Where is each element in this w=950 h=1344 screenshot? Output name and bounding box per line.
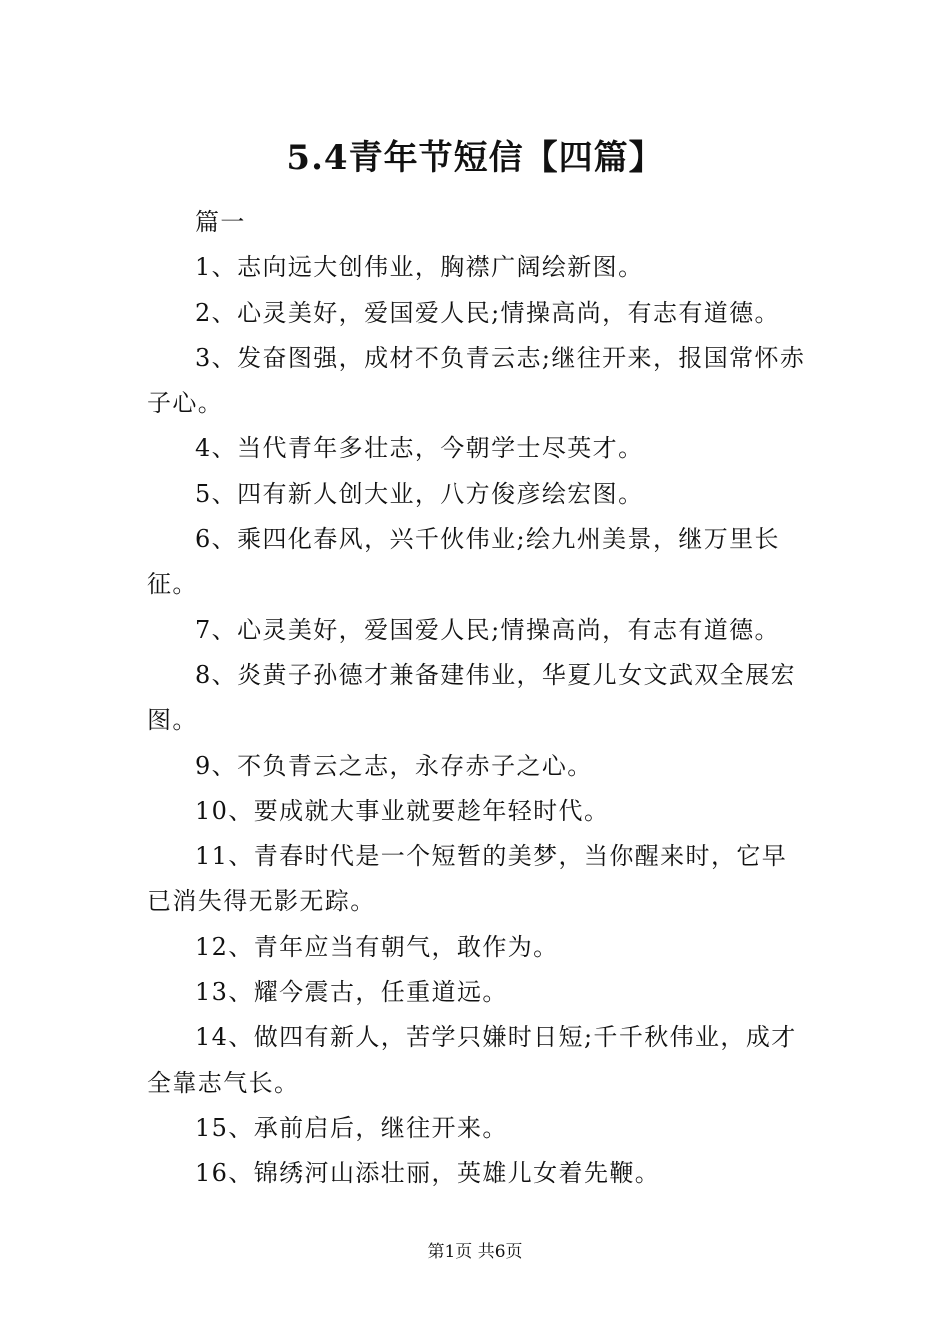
list-item: 7、心灵美好，爱国爱人民;情操高尚，有志有道德。 xyxy=(195,615,780,644)
list-item: 8、炎黄子孙德才兼备建伟业，华夏儿女文武双全展宏图。 xyxy=(147,660,796,735)
list-item: 9、不负青云之志，永存赤子之心。 xyxy=(195,751,593,780)
list-item: 3、发奋图强，成材不负青云志;继往开来，报国常怀赤子心。 xyxy=(147,343,806,418)
list-item: 1、志向远大创伟业，胸襟广阔绘新图。 xyxy=(195,253,644,282)
list-item: 14、做四有新人，苦学只嫌时日短;千千秋伟业，成才全靠志气长。 xyxy=(147,1023,797,1097)
list-item: 15、承前启后，继往开来。 xyxy=(195,1113,508,1142)
section-heading: 篇一 xyxy=(195,208,246,236)
page-footer: 第1页 共6页 xyxy=(427,1242,523,1262)
list-item: 10、要成就大事业就要趁年轻时代。 xyxy=(195,796,610,825)
document-body xyxy=(147,200,807,1197)
list-item: 12、青年应当有朝气，敢作为。 xyxy=(195,932,559,961)
list-item: 11、青春时代是一个短暂的美梦，当你醒来时，它早已消失得无影无踪。 xyxy=(147,842,788,916)
list-item: 16、锦绣河山添壮丽，英雄儿女着先鞭。 xyxy=(195,1159,661,1188)
list-item: 4、当代青年多壮志，今朝学士尽英才。 xyxy=(195,434,644,463)
list-item: 6、乘四化春风，兴千伙伟业;绘九州美景，继万里长征。 xyxy=(147,525,780,599)
list-item: 5、四有新人创大业，八方俊彦绘宏图。 xyxy=(195,479,644,508)
document-title: 5.4青年节短信【四篇】 xyxy=(286,138,664,178)
list-item: 2、心灵美好，爱国爱人民;情操高尚，有志有道德。 xyxy=(195,298,780,327)
list-item: 13、耀今震古，任重道远。 xyxy=(195,978,508,1007)
